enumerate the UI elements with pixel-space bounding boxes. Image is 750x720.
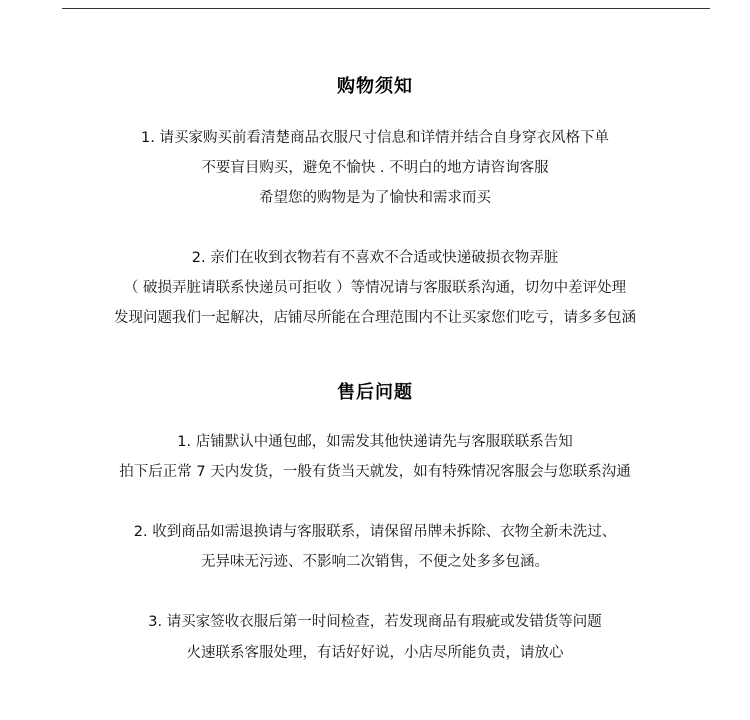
after-sales-2-line-2: 无异味无污迹、不影响二次销售，不便之处多多包涵。 [201, 554, 549, 570]
section-title-shopping-notice: 购物须知 [337, 76, 413, 97]
notice-1-line-1: 1. 请买家购买前看清楚商品衣服尺寸信息和详情并结合自身穿衣风格下单 [141, 130, 609, 146]
after-sales-2-line-1: 2. 收到商品如需退换请与客服联系，请保留吊牌未拆除、衣物全新未洗过、 [133, 524, 617, 540]
after-sales-1-line-1: 1. 店铺默认中通包邮，如需发其他快递请先与客服联联系告知 [177, 434, 573, 450]
notice-2-line-1: 2. 亲们在收到衣物若有不喜欢不合适或快递破损衣物弄脏 [191, 250, 559, 266]
notice-1-line-3: 希望您的购物是为了愉快和需求而买 [259, 190, 491, 206]
notice-2-line-3: 发现问题我们一起解决，店铺尽所能在合理范围内不让买家您们吃亏，请多多包涵 [114, 310, 636, 326]
notice-2-line-2: （ 破损弄脏请联系快递员可拒收 ）等情况请与客服联系沟通，切勿中差评处理 [123, 280, 627, 296]
after-sales-1-line-2: 拍下后正常 7 天内发货，一般有货当天就发，如有特殊情况客服会与您联系沟通 [119, 464, 631, 480]
after-sales-3-line-2: 火速联系客服处理，有话好好说，小店尽所能负责，请放心 [186, 645, 564, 661]
top-divider [62, 8, 710, 9]
after-sales-3-line-1: 3. 请买家签收衣服后第一时间检查，若发现商品有瑕疵或发错货等问题 [148, 614, 602, 630]
notice-1-line-2: 不要盲目购买，避免不愉快 . 不明白的地方请咨询客服 [201, 160, 549, 176]
section-title-after-sales: 售后问题 [337, 382, 413, 403]
